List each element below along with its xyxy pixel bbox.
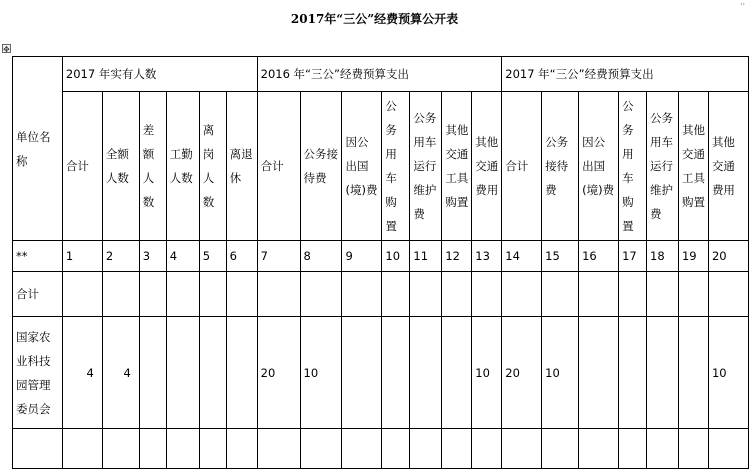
table-cell[interactable]: [300, 429, 342, 469]
table-cell[interactable]: [579, 272, 619, 317]
table-cell[interactable]: [166, 317, 199, 429]
index-cell[interactable]: 15: [542, 241, 579, 272]
table-cell[interactable]: [619, 272, 647, 317]
table-cell[interactable]: [257, 429, 300, 469]
table-cell[interactable]: [442, 429, 472, 469]
table-cell[interactable]: [102, 429, 139, 469]
table-cell[interactable]: [382, 317, 410, 429]
b2017-other-transport-cell[interactable]: 10: [708, 317, 748, 429]
index-cell[interactable]: 1: [62, 241, 102, 272]
table-cell[interactable]: [678, 272, 708, 317]
table-cell[interactable]: [342, 317, 382, 429]
total-row: [13, 272, 749, 317]
table-cell[interactable]: [226, 429, 257, 469]
table-cell[interactable]: [647, 429, 679, 469]
unit-name-cell[interactable]: 国家农业科技园管理委员会: [13, 317, 63, 429]
staff-full-cell[interactable]: 4: [102, 317, 139, 429]
b2017-other-vehicle-header[interactable]: 其他交通工具购置: [678, 92, 708, 241]
data-row: [13, 317, 749, 429]
b2017-other-transport-header[interactable]: 其他交通费用: [708, 92, 748, 241]
staff-offpost-header[interactable]: 离岗人数: [199, 92, 226, 241]
staff-retired-header[interactable]: 离退休: [226, 92, 257, 241]
unit-name-header[interactable]: 单位名称: [13, 57, 63, 241]
table-cell[interactable]: [342, 429, 382, 469]
table-cell[interactable]: [410, 429, 442, 469]
index-cell[interactable]: 7: [257, 241, 300, 272]
table-cell[interactable]: [542, 272, 579, 317]
table-cell[interactable]: [678, 317, 708, 429]
staff-full-header[interactable]: 全额人数: [102, 92, 139, 241]
table-move-handle-icon[interactable]: ✥: [3, 45, 10, 54]
b2016-total-header[interactable]: 合计: [257, 92, 300, 241]
b2016-reception-cell[interactable]: 10: [300, 317, 342, 429]
table-cell[interactable]: [226, 317, 257, 429]
table-cell[interactable]: [410, 317, 442, 429]
table-cell[interactable]: [13, 429, 63, 469]
table-cell[interactable]: [139, 272, 166, 317]
table-cell[interactable]: [382, 429, 410, 469]
table-cell[interactable]: [139, 317, 166, 429]
index-cell[interactable]: 19: [678, 241, 708, 272]
table-cell[interactable]: [619, 317, 647, 429]
index-cell[interactable]: 9: [342, 241, 382, 272]
table-cell[interactable]: [199, 317, 226, 429]
index-cell[interactable]: 16: [579, 241, 619, 272]
table-cell[interactable]: [472, 429, 502, 469]
staff-worker-header[interactable]: 工勤人数: [166, 92, 199, 241]
table-cell[interactable]: [199, 429, 226, 469]
total-row-label[interactable]: 合计: [13, 272, 63, 317]
table-cell[interactable]: [472, 272, 502, 317]
index-cell[interactable]: 17: [619, 241, 647, 272]
table-cell[interactable]: [579, 317, 619, 429]
table-cell[interactable]: [442, 272, 472, 317]
table-cell[interactable]: [678, 429, 708, 469]
table-cell[interactable]: [382, 272, 410, 317]
index-cell[interactable]: 8: [300, 241, 342, 272]
table-cell[interactable]: [708, 429, 748, 469]
table-cell[interactable]: [139, 429, 166, 469]
b2017-car-maint-header[interactable]: 公务用车运行维护费: [647, 92, 679, 241]
table-cell[interactable]: [647, 317, 679, 429]
index-cell[interactable]: 3: [139, 241, 166, 272]
b2016-reception-header[interactable]: 公务接待费: [300, 92, 342, 241]
b2016-other-transport-header[interactable]: 其他交通费用: [472, 92, 502, 241]
staff-total-cell[interactable]: 4: [62, 317, 102, 429]
table-cell[interactable]: [102, 272, 139, 317]
b2016-total-cell[interactable]: 20: [257, 317, 300, 429]
index-cell[interactable]: 10: [382, 241, 410, 272]
index-cell[interactable]: 5: [199, 241, 226, 272]
budget-2016-header[interactable]: 2016 年“三公”经费预算支出: [257, 57, 502, 92]
budget-2017-header[interactable]: 2017 年“三公”经费预算支出: [502, 57, 749, 92]
header-row-groups: [13, 57, 749, 92]
index-cell[interactable]: 13: [472, 241, 502, 272]
table-cell[interactable]: [708, 272, 748, 317]
table-cell[interactable]: [619, 429, 647, 469]
index-cell[interactable]: 4: [166, 241, 199, 272]
table-cell[interactable]: [442, 317, 472, 429]
table-cell[interactable]: [166, 429, 199, 469]
b2016-car-maint-header[interactable]: 公务用车运行维护费: [410, 92, 442, 241]
b2016-abroad-header[interactable]: 因公出国(境)费: [342, 92, 382, 241]
empty-row: [13, 429, 749, 469]
index-cell[interactable]: 6: [226, 241, 257, 272]
index-cell[interactable]: **: [13, 241, 63, 272]
b2017-reception-cell[interactable]: 10: [542, 317, 579, 429]
staff-diff-header[interactable]: 差额人数: [139, 92, 166, 241]
index-cell[interactable]: 18: [647, 241, 679, 272]
index-cell[interactable]: 20: [708, 241, 748, 272]
table-cell[interactable]: [166, 272, 199, 317]
b2016-car-purchase-header[interactable]: 公务用车购置: [382, 92, 410, 241]
index-cell[interactable]: 2: [102, 241, 139, 272]
table-cell[interactable]: [410, 272, 442, 317]
header-row-columns: [13, 92, 749, 241]
page-title: 2017年“三公”经费预算公开表: [290, 12, 459, 26]
table-cell[interactable]: [300, 272, 342, 317]
table-cell[interactable]: [257, 272, 300, 317]
budget-table: [12, 56, 749, 469]
b2017-total-header[interactable]: 合计: [502, 92, 542, 241]
staff-2017-header[interactable]: 2017 年实有人数: [62, 57, 257, 92]
index-row: [13, 241, 749, 272]
b2016-other-transport-cell[interactable]: 10: [472, 317, 502, 429]
b2016-other-vehicle-header[interactable]: 其他交通工具购置: [442, 92, 472, 241]
table-cell[interactable]: [199, 272, 226, 317]
table-cell[interactable]: [342, 272, 382, 317]
index-cell[interactable]: 14: [502, 241, 542, 272]
table-cell[interactable]: [647, 272, 679, 317]
corner-mark: '': [740, 2, 745, 11]
b2017-abroad-header[interactable]: 因公出国(境)费: [579, 92, 619, 241]
b2017-total-cell[interactable]: 20: [502, 317, 542, 429]
table-cell[interactable]: [62, 272, 102, 317]
table-cell[interactable]: [579, 429, 619, 469]
index-cell[interactable]: 12: [442, 241, 472, 272]
table-cell[interactable]: [502, 272, 542, 317]
table-cell[interactable]: [502, 429, 542, 469]
table-cell[interactable]: [542, 429, 579, 469]
table-cell[interactable]: [226, 272, 257, 317]
b2017-reception-header[interactable]: 公务接待费: [542, 92, 579, 241]
table-cell[interactable]: [62, 429, 102, 469]
staff-total-header[interactable]: 合计: [62, 92, 102, 241]
b2017-car-purchase-header[interactable]: 公务用车购置: [619, 92, 647, 241]
index-cell[interactable]: 11: [410, 241, 442, 272]
